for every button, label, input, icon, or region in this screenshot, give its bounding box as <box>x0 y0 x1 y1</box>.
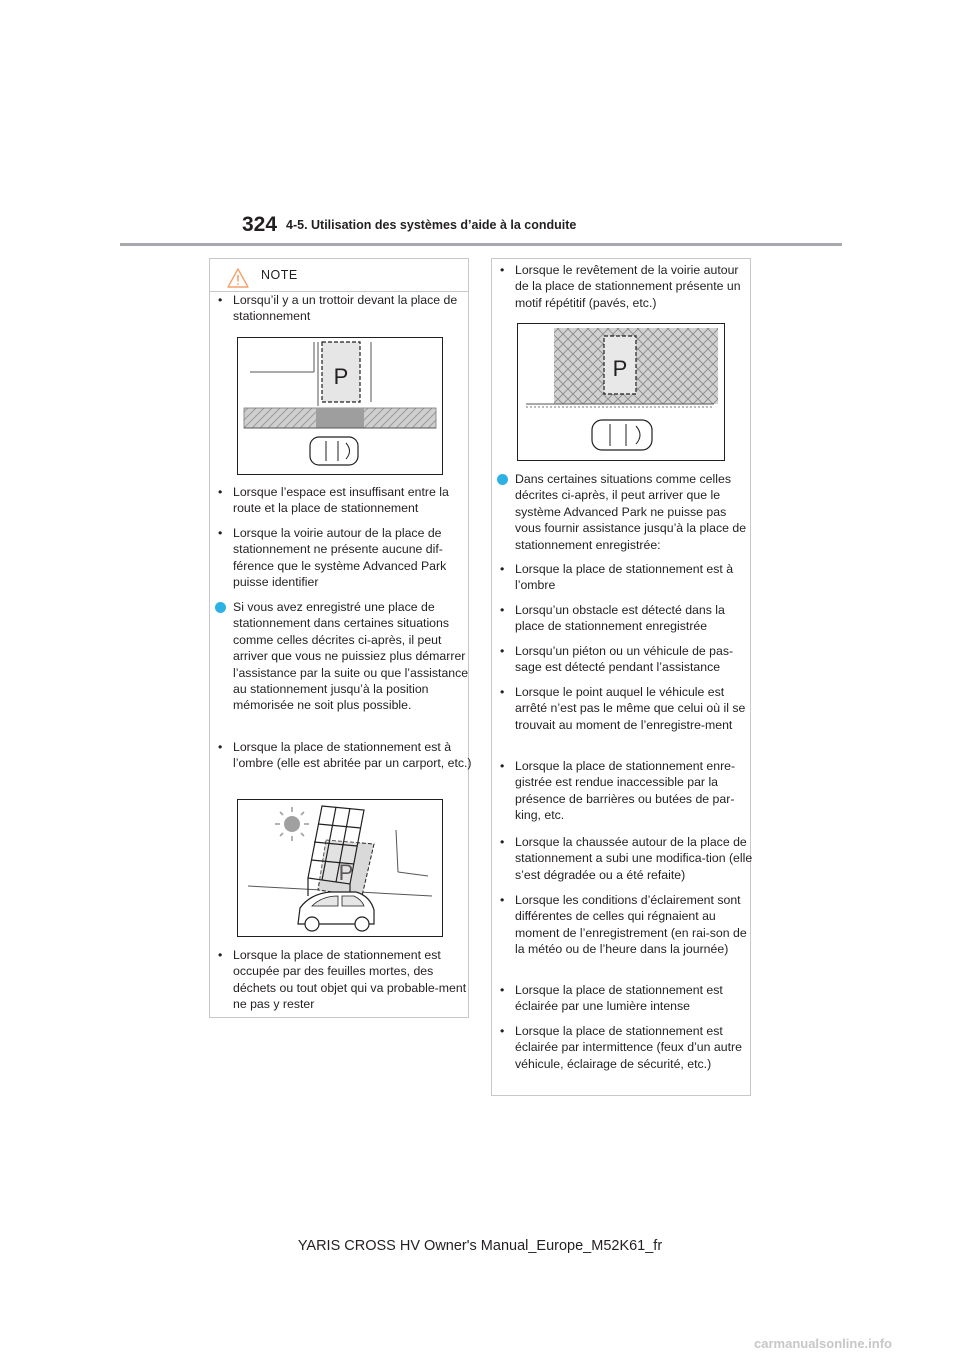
bullet-mark: • <box>218 740 223 754</box>
note-item-lighting <box>496 892 755 958</box>
bullet-mark: • <box>500 759 505 773</box>
bullet-mark: • <box>500 835 505 849</box>
note-item-text: Lorsque la place de stationnement est éclairée par une lumière intense <box>515 983 723 1014</box>
header-rule <box>120 243 842 246</box>
car-side-view-icon <box>298 892 374 931</box>
bullet-mark: • <box>218 526 223 540</box>
car-top-view-icon <box>310 437 358 465</box>
note-item-shade <box>214 739 473 772</box>
note-item-text: Lorsqu’un obstacle est détecté dans la place de stationnement enregistrée <box>515 603 725 634</box>
figure-paving <box>517 323 725 461</box>
note-item-intense-light <box>496 982 755 1015</box>
note-item-text: Lorsque la place de stationnement est à l’ombre (elle est abritée par un carport, etc.) <box>233 740 472 771</box>
note-item-obstacle <box>496 602 755 635</box>
bullet-mark: • <box>500 685 505 699</box>
note-item-leaves <box>214 947 473 1013</box>
note-item-text: Lorsqu’il y a un trottoir devant la place de stationnement <box>233 293 458 324</box>
note-item-text: Lorsque la place de stationnement est occupée par des feuilles mortes, des déchets ou tout objet qui va probable-ment ne pas y rester <box>233 948 467 1012</box>
warning-triangle-icon <box>227 268 249 288</box>
note-item-registered <box>214 599 473 714</box>
note-item-text: Lorsque la voirie autour de la place de stationnement ne présente aucune dif-férence que le système Advanced Park puisse identifier <box>233 526 447 590</box>
figure-carport <box>237 799 443 937</box>
car-top-view-icon <box>592 420 652 450</box>
circle-bullet-icon <box>497 474 508 485</box>
note-item-intermittent <box>496 1023 755 1072</box>
note-item-space <box>214 484 473 517</box>
note-item-stop-point <box>496 684 755 733</box>
note-item-road-change <box>496 834 755 883</box>
bullet-mark: • <box>500 603 505 617</box>
note-panel <box>209 258 472 1018</box>
watermark: carmanualsonline.info <box>754 1336 892 1351</box>
note-item-text: Si vous avez enregistré une place de stationnement dans certaines situations comme celles décrites ci-après, il peut arriver que vous ne puissiez plus démarrer l’assistance par la suite ou que l’assistance au stationnement jusqu’à la position mémorisée ne soit plus possible. <box>233 600 469 713</box>
bullet-mark: • <box>218 948 223 962</box>
note-item-text: Lorsque la place de stationnement est à l’ombre <box>515 562 734 593</box>
note-item-text: Lorsque le point auquel le véhicule est arrêté n’est pas le même que celui où il se trouvait au moment de l’enregistre-ment <box>515 685 746 732</box>
parking-p-label: P <box>612 356 628 381</box>
bullet-mark: • <box>500 983 505 997</box>
bullet-mark: • <box>500 644 505 658</box>
bullet-mark: • <box>218 293 223 307</box>
note-item-text: Lorsque la chaussée autour de la place de stationnement a subi une modifica-tion (elle s’est dégradée ou a été refaite) <box>515 835 753 882</box>
section-title: 4-5. Utilisation des systèmes d’aide à la conduite <box>286 218 577 232</box>
note-item-text: Lorsque les conditions d’éclairement sont différentes de celles qui régnaient au moment de l’enregistrement (en rai-son de la météo ou de l’heure dans la journée) <box>515 893 747 957</box>
note-item-text: Lorsque la place de stationnement enre-gistrée est rendue inaccessible par la présence de barrières ou butées de par-king, etc. <box>515 759 736 823</box>
note-item-no-difference <box>214 525 473 591</box>
page-number: 324 <box>242 213 278 236</box>
bullet-mark: • <box>500 263 505 277</box>
bullet-mark: • <box>500 893 505 907</box>
note-label: NOTE <box>261 268 298 282</box>
footer-manual-title: YARIS CROSS HV Owner's Manual_Europe_M52K61_fr <box>297 1238 663 1254</box>
note-item-text: Lorsque l’espace est insuffisant entre la route et la place de stationnement <box>233 485 449 516</box>
note-item-situations <box>496 471 755 553</box>
note-item-text: Lorsque la place de stationnement est éclairée par intermittence (feux d’un autre véhicule, éclairage de sécurité, etc.) <box>515 1024 742 1071</box>
parking-p-label: P <box>333 364 349 389</box>
note-item-pavement <box>496 262 755 311</box>
circle-bullet-icon <box>215 602 226 613</box>
note-item-text: Lorsque le revêtement de la voirie autour de la place de stationnement présente un motif répétitif (pavés, etc.) <box>515 263 741 310</box>
note-item-pedestrian <box>496 643 755 676</box>
note-item-text: Lorsqu’un piéton ou un véhicule de pas-sage est détecté pendant l’assistance <box>515 644 734 675</box>
bullet-mark: • <box>500 1024 505 1038</box>
note-panel-continued <box>491 258 751 1096</box>
note-item-shade-right <box>496 561 755 594</box>
bullet-mark: • <box>218 485 223 499</box>
bullet-mark: • <box>500 562 505 576</box>
figure-curb <box>237 337 443 475</box>
note-header <box>210 259 468 291</box>
note-item-barriers <box>496 758 755 824</box>
note-item-curb <box>214 292 473 325</box>
note-item-text: Dans certaines situations comme celles décrites ci-après, il peut arriver que le système Advanced Park ne puisse pas vous fournir assistance jusqu’à la place de stationnement enregistrée: <box>515 472 747 552</box>
sun-icon <box>275 807 309 841</box>
